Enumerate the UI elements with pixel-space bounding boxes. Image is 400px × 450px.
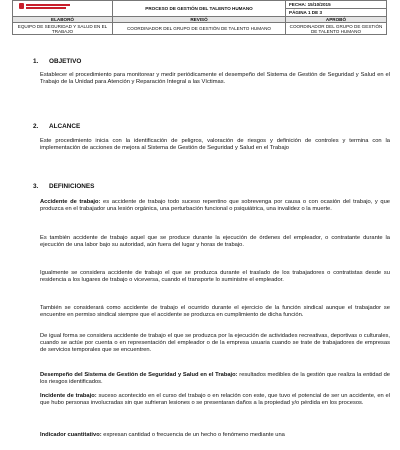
definition-term: Accidente de trabajo: — [40, 199, 101, 205]
definition-paragraph — [33, 270, 390, 284]
unidad-victimas-logo — [15, 2, 75, 19]
definition-paragraph — [33, 333, 390, 354]
elaboro-value: EQUIPO DE SEGURIDAD Y SALUD EN EL TRABAJO — [13, 23, 113, 35]
section-number: 1. — [33, 58, 39, 65]
page-label: PÁGINA 1 DE 3 — [286, 9, 387, 17]
elaboro-header: ELABORÓ — [13, 17, 113, 23]
section-title-text: OBJETIVO — [49, 58, 82, 65]
section-definiciones-title — [33, 183, 94, 191]
definition-paragraph — [33, 199, 390, 213]
definition-text: resultados medibles de la gestión que realiza la entidad de los riesgos identificados. — [40, 372, 390, 385]
date-label: FECHA: 15/10/2015 — [286, 1, 387, 9]
reviso-header: REVISÓ — [113, 17, 286, 23]
definition-paragraph — [33, 235, 390, 249]
process-title: PROCESO DE GESTIÓN DEL TALENTO HUMANO — [113, 1, 286, 17]
definition-text: Es también accidente de trabajo aquel que se produce durante la ejecución de órdenes del empleador, o contratante durante la ejecución de una labor bajo su autoridad, aún fuera del lugar y horas de trabajo. — [40, 235, 390, 248]
section-number: 3. — [33, 183, 39, 190]
definition-text: Igualmente se considera accidente de trabajo el que se produzca durante el traslado de los trabajadores o contratistas desde su residencia a los lugares de trabajo o viceversa, cuando el transporte lo suministre el empleador. — [40, 270, 390, 283]
definition-text: es accidente de trabajo todo suceso repentino que sobrevenga por causa o con ocasión del trabajo, y que produzca en el trabajador una lesión orgánica, una perturbación funcional o psiquiátrica, una invalidez o la muerte. — [40, 199, 390, 212]
definition-text: suceso acontecido en el curso del trabajo o en relación con este, que tuvo el potencial de ser un accidente, en el que hubo personas involucradas sin que sufrieran lesiones o se presentaran daños a la propiedad y/o pérdida en los procesos. — [40, 393, 391, 406]
section-title-text: ALCANCE — [49, 123, 81, 130]
logo-cell — [13, 1, 113, 17]
section-alcance-title — [33, 123, 80, 131]
aprobo-header: APROBÓ — [286, 17, 387, 23]
definition-paragraph — [33, 432, 390, 439]
definition-paragraph — [33, 372, 390, 386]
aprobo-value: COORDINADOR DEL GRUPO DE GESTIÓN DE TALENTO HUMANO — [286, 23, 387, 35]
definition-text: También se considerará como accidente de trabajo el ocurrido durante el ejercicio de la función sindical aunque el trabajador se encuentre en permiso sindical siempre que el accidente se produzca en cumplimiento de dicha función. — [40, 305, 390, 318]
section-title-text: DEFINICIONES — [49, 183, 95, 190]
section-objetivo-title — [33, 58, 81, 66]
definition-text: De igual forma se considera accidente de trabajo el que se produzca por la ejecución de actividades recreativas, deportivas o culturales, cuando se actúe por cuenta o en representación del empleador o de la empresa usuaria cuando se trate de trabajadores de empresas de servicios temporales que se encuentren. — [40, 333, 390, 353]
definition-term: Indicador cuantitativo: — [40, 432, 102, 438]
definition-term: Desempeño del Sistema de Gestión de Seguridad y Salud en el Trabajo: — [40, 372, 238, 378]
section-number: 2. — [33, 123, 39, 130]
definition-text: expresan cantidad o frecuencia de un hecho o fenómeno mediante una — [101, 432, 285, 438]
reviso-value: COORDINADOR DEL GRUPO DE GESTIÓN DE TALENTO HUMANO — [113, 23, 286, 35]
coat-of-arms-icon — [19, 3, 24, 9]
document-header-table — [12, 0, 387, 35]
definition-paragraph — [33, 393, 390, 407]
definition-paragraph — [33, 305, 390, 319]
alcance-text: Este procedimiento inicia con la identificación de peligros, valoración de riesgos y definición de controles y termina con la implementación de acciones de mejora al Sistema de Gestión de Seguridad y Salud en el Trabajo — [40, 138, 390, 151]
objetivo-text: Establecer el procedimiento para monitorear y medir periódicamente el desempeño del Sistema de Gestión de Seguridad y Salud en el Trabajo de la Unidad para Atención y Reparación Integral a las Víctimas. — [40, 72, 390, 85]
definition-term: Incidente de trabajo: — [40, 393, 97, 399]
